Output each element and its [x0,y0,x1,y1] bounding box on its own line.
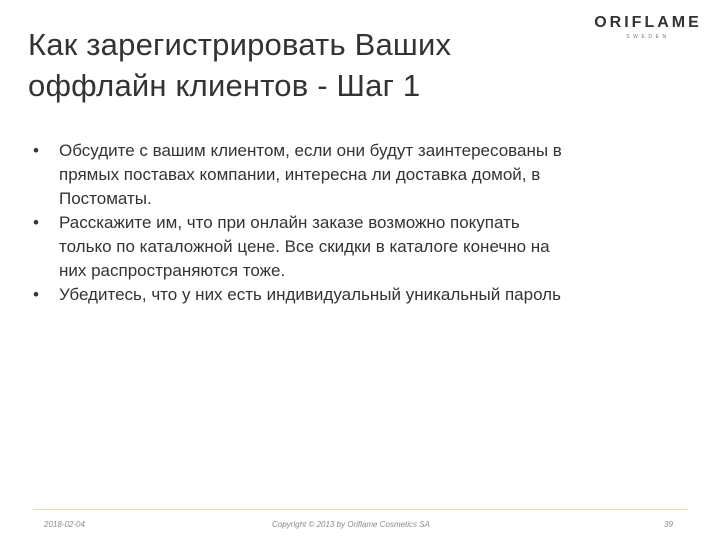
oriflame-logo [593,14,703,41]
slide-title-line: Как зарегистрировать Ваших [28,27,452,62]
footer-date: 2018-02-04 [44,520,85,529]
logo-subtext: SWEDEN [626,34,670,40]
bullet-line: Обсудите с вашим клиентом, если они будут заинтересованы в [59,141,562,160]
bullet-marker: • [33,213,39,232]
bullet-marker: • [33,141,39,160]
bullet-marker: • [33,285,39,304]
bullet-line: Убедитесь, что у них есть индивидуальный уникальный пароль [59,285,561,304]
bullet-item [33,283,673,307]
bullet-item [33,139,673,211]
slide-title-line: оффлайн клиентов - Шаг 1 [28,68,421,103]
bullet-list [33,139,673,307]
bullet-line: Расскажите им, что при онлайн заказе возможно покупать [59,213,520,232]
bullet-line: только по каталожной цене. Все скидки в каталоге конечно на [59,237,550,256]
bullet-line: них распространяются тоже. [59,261,286,280]
bullet-item [33,211,673,283]
bullet-line: Постоматы. [59,189,152,208]
bullet-line: прямых поставах компании, интересна ли доставка домой, в [59,165,541,184]
footer-copyright: Copyright © 2013 by Oriflame Cosmetics SA [272,520,430,529]
logo-wordmark: ORIFLAME [594,14,702,31]
slide-title [28,24,451,106]
footer-divider [33,509,688,510]
footer-page-number: 39 [664,520,673,529]
